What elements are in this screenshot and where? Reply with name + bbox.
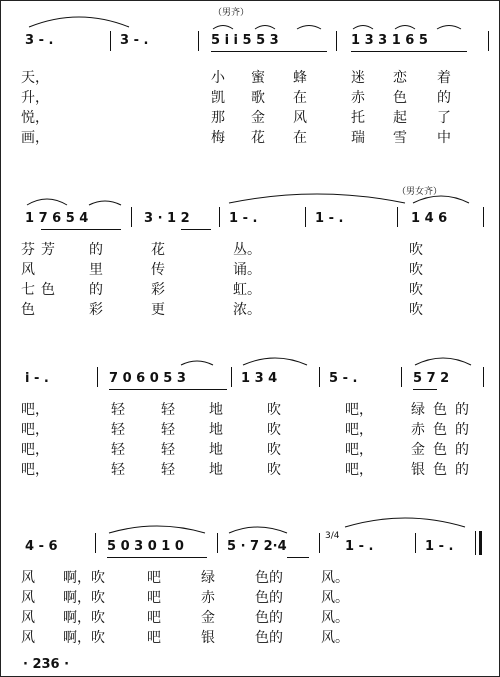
lyric: 升， bbox=[21, 90, 49, 106]
slur bbox=[415, 358, 471, 365]
lyric: 的 bbox=[437, 90, 451, 106]
lyric: 的 bbox=[89, 242, 103, 258]
lyric: 金 bbox=[201, 610, 215, 626]
lyric: 轻 bbox=[111, 402, 125, 418]
lyric: 风。 bbox=[321, 610, 349, 626]
lyric: 丛。 bbox=[233, 242, 261, 258]
lyric: 传 bbox=[151, 262, 165, 278]
lyric: 虹。 bbox=[233, 282, 261, 298]
lyric: 吹 bbox=[409, 302, 423, 318]
tie bbox=[229, 194, 405, 203]
lyric: 轻 bbox=[161, 462, 175, 478]
lyric: 吹 bbox=[267, 422, 281, 438]
lyric: 那 bbox=[211, 110, 225, 126]
tie bbox=[345, 518, 465, 527]
lyric: 吧， bbox=[21, 422, 49, 438]
lyric: 芳 bbox=[41, 242, 55, 258]
notes-s3-m3: 1 3 4 bbox=[241, 371, 278, 386]
lyric: 轻 bbox=[111, 462, 125, 478]
lyric: 风 bbox=[21, 590, 35, 606]
lyric: 更 bbox=[151, 302, 165, 318]
notes-s1-m3: 5 i i 5 5 3 bbox=[211, 33, 279, 48]
lyric: 赤 bbox=[411, 422, 425, 438]
lyric: 芬 bbox=[21, 242, 35, 258]
slur bbox=[437, 26, 461, 30]
lyric: 诵。 bbox=[233, 262, 261, 278]
lyric: 吹 bbox=[409, 242, 423, 258]
lyric: 吧， bbox=[345, 462, 373, 478]
slur bbox=[229, 527, 287, 533]
lyric: 色的 bbox=[255, 590, 283, 606]
notes-s3-m4: 5 - . bbox=[329, 371, 358, 386]
lyric: 银 bbox=[411, 462, 425, 478]
notes-s2-m5: 1 4 6 bbox=[411, 211, 448, 226]
notes-s1-m1: 3 - . bbox=[25, 33, 54, 48]
lyric: 小 bbox=[211, 70, 225, 86]
lyric: 吧， bbox=[345, 402, 373, 418]
lyric: 花 bbox=[251, 130, 265, 146]
lyric: 吹 bbox=[267, 462, 281, 478]
voice-mark-male: （男齐） bbox=[213, 8, 250, 18]
lyric: 吧， bbox=[21, 462, 49, 478]
lyric: 悦， bbox=[21, 110, 49, 126]
lyric: 梅 bbox=[211, 130, 225, 146]
notes-s4-m5: 1 - . bbox=[425, 539, 454, 554]
lyric: 的 bbox=[455, 442, 469, 458]
lyric: 中 bbox=[437, 130, 451, 146]
notes-s3-m5: 5 7 2 bbox=[413, 371, 450, 386]
lyric: 着 bbox=[437, 70, 451, 86]
notes-s1-m2: 3 - . bbox=[120, 33, 149, 48]
lyric: 吧， bbox=[345, 442, 373, 458]
lyric: 在 bbox=[293, 130, 307, 146]
lyric: 银 bbox=[201, 630, 215, 646]
lyric: 画， bbox=[21, 130, 49, 146]
notes-s2-m2: 3 · 1 2 bbox=[144, 211, 190, 226]
lyric: 浓。 bbox=[233, 302, 261, 318]
lyric: 风 bbox=[21, 630, 35, 646]
lyric: 色 bbox=[433, 442, 447, 458]
slur bbox=[89, 201, 121, 205]
notes-s4-m2: 5 0 3 0 1 0 bbox=[107, 539, 184, 554]
slur bbox=[181, 361, 213, 365]
lyric: 绿 bbox=[201, 570, 215, 586]
lyric: 歌 bbox=[251, 90, 265, 106]
voice-mark-mixed: （男女齐） bbox=[397, 187, 443, 197]
lyric: 轻 bbox=[111, 442, 125, 458]
lyric: 色的 bbox=[255, 630, 283, 646]
lyric: 彩 bbox=[89, 302, 103, 318]
notes-s4-m1: 4 - 6 bbox=[25, 539, 58, 554]
lyric: 色 bbox=[393, 90, 407, 106]
lyric: 色 bbox=[433, 422, 447, 438]
lyric: 托 bbox=[351, 110, 365, 126]
slur bbox=[297, 26, 321, 30]
slur bbox=[243, 358, 307, 365]
lyric: 的 bbox=[455, 402, 469, 418]
lyric: 了 bbox=[437, 110, 451, 126]
slur bbox=[395, 26, 415, 30]
lyric: 地 bbox=[209, 462, 223, 478]
lyric: 的 bbox=[455, 462, 469, 478]
lyric: 在 bbox=[293, 90, 307, 106]
lyric: 吧， bbox=[21, 442, 49, 458]
slur bbox=[213, 26, 233, 30]
time-signature: 3/4 bbox=[325, 531, 340, 541]
lyric: 彩 bbox=[151, 282, 165, 298]
lyric: 天， bbox=[21, 70, 49, 86]
lyric: 吧 bbox=[147, 590, 161, 606]
lyric: 的 bbox=[89, 282, 103, 298]
lyric: 瑞 bbox=[351, 130, 365, 146]
lyric: 风。 bbox=[321, 590, 349, 606]
page-number: · 236 · bbox=[23, 657, 70, 672]
slur bbox=[413, 196, 469, 203]
lyric: 风 bbox=[21, 610, 35, 626]
lyric: 吧 bbox=[147, 570, 161, 586]
slur-layer bbox=[1, 1, 499, 676]
lyric: 色 bbox=[433, 402, 447, 418]
lyric: 凯 bbox=[211, 90, 225, 106]
lyric: 吧， bbox=[345, 422, 373, 438]
notes-s4-m3: 5 · 7 2·4 bbox=[227, 539, 287, 554]
notes-s2-m4: 1 - . bbox=[315, 211, 344, 226]
lyric: 地 bbox=[209, 422, 223, 438]
lyric: 风。 bbox=[321, 570, 349, 586]
slur bbox=[29, 17, 129, 27]
lyric: 吹 bbox=[267, 442, 281, 458]
lyric: 啊，吹 bbox=[63, 630, 105, 646]
notes-s1-m4: 1 3 3 1 6 5 bbox=[351, 33, 428, 48]
lyric: 色的 bbox=[255, 570, 283, 586]
lyric: 风 bbox=[21, 262, 35, 278]
lyric: 风 bbox=[21, 570, 35, 586]
lyric: 地 bbox=[209, 442, 223, 458]
lyric: 里 bbox=[89, 262, 103, 278]
slur bbox=[109, 526, 205, 533]
slur bbox=[353, 26, 373, 30]
lyric: 风。 bbox=[321, 630, 349, 646]
lyric: 色 bbox=[21, 302, 35, 318]
lyric: 轻 bbox=[111, 422, 125, 438]
lyric: 吹 bbox=[409, 262, 423, 278]
lyric: 吧 bbox=[147, 630, 161, 646]
lyric: 金 bbox=[251, 110, 265, 126]
lyric: 花 bbox=[151, 242, 165, 258]
lyric: 吹 bbox=[267, 402, 281, 418]
notes-s3-m1: i - . bbox=[25, 371, 49, 386]
lyric: 蜂 bbox=[293, 70, 307, 86]
lyric: 色 bbox=[433, 462, 447, 478]
lyric: 轻 bbox=[161, 422, 175, 438]
lyric: 啊，吹 bbox=[63, 590, 105, 606]
lyric: 雪 bbox=[393, 130, 407, 146]
slur bbox=[255, 26, 275, 30]
lyric: 赤 bbox=[201, 590, 215, 606]
lyric: 风 bbox=[293, 110, 307, 126]
lyric: 色的 bbox=[255, 610, 283, 626]
lyric: 啊，吹 bbox=[63, 570, 105, 586]
notes-s2-m1: 1 7 6 5 4 bbox=[25, 211, 89, 226]
lyric: 吧， bbox=[21, 402, 49, 418]
lyric: 地 bbox=[209, 402, 223, 418]
lyric: 迷 bbox=[351, 70, 365, 86]
lyric: 七 bbox=[21, 282, 35, 298]
notes-s3-m2: 7 0 6 0 5 3 bbox=[109, 371, 186, 386]
notes-s4-m4: 1 - . bbox=[345, 539, 374, 554]
slur bbox=[27, 199, 67, 205]
lyric: 恋 bbox=[393, 70, 407, 86]
lyric: 金 bbox=[411, 442, 425, 458]
lyric: 轻 bbox=[161, 402, 175, 418]
lyric: 吹 bbox=[409, 282, 423, 298]
lyric: 蜜 bbox=[251, 70, 265, 86]
lyric: 起 bbox=[393, 110, 407, 126]
lyric: 赤 bbox=[351, 90, 365, 106]
lyric: 啊，吹 bbox=[63, 610, 105, 626]
lyric: 色 bbox=[41, 282, 55, 298]
lyric: 轻 bbox=[161, 442, 175, 458]
lyric: 的 bbox=[455, 422, 469, 438]
lyric: 吧 bbox=[147, 610, 161, 626]
notes-s2-m3: 1 - . bbox=[229, 211, 258, 226]
lyric: 绿 bbox=[411, 402, 425, 418]
